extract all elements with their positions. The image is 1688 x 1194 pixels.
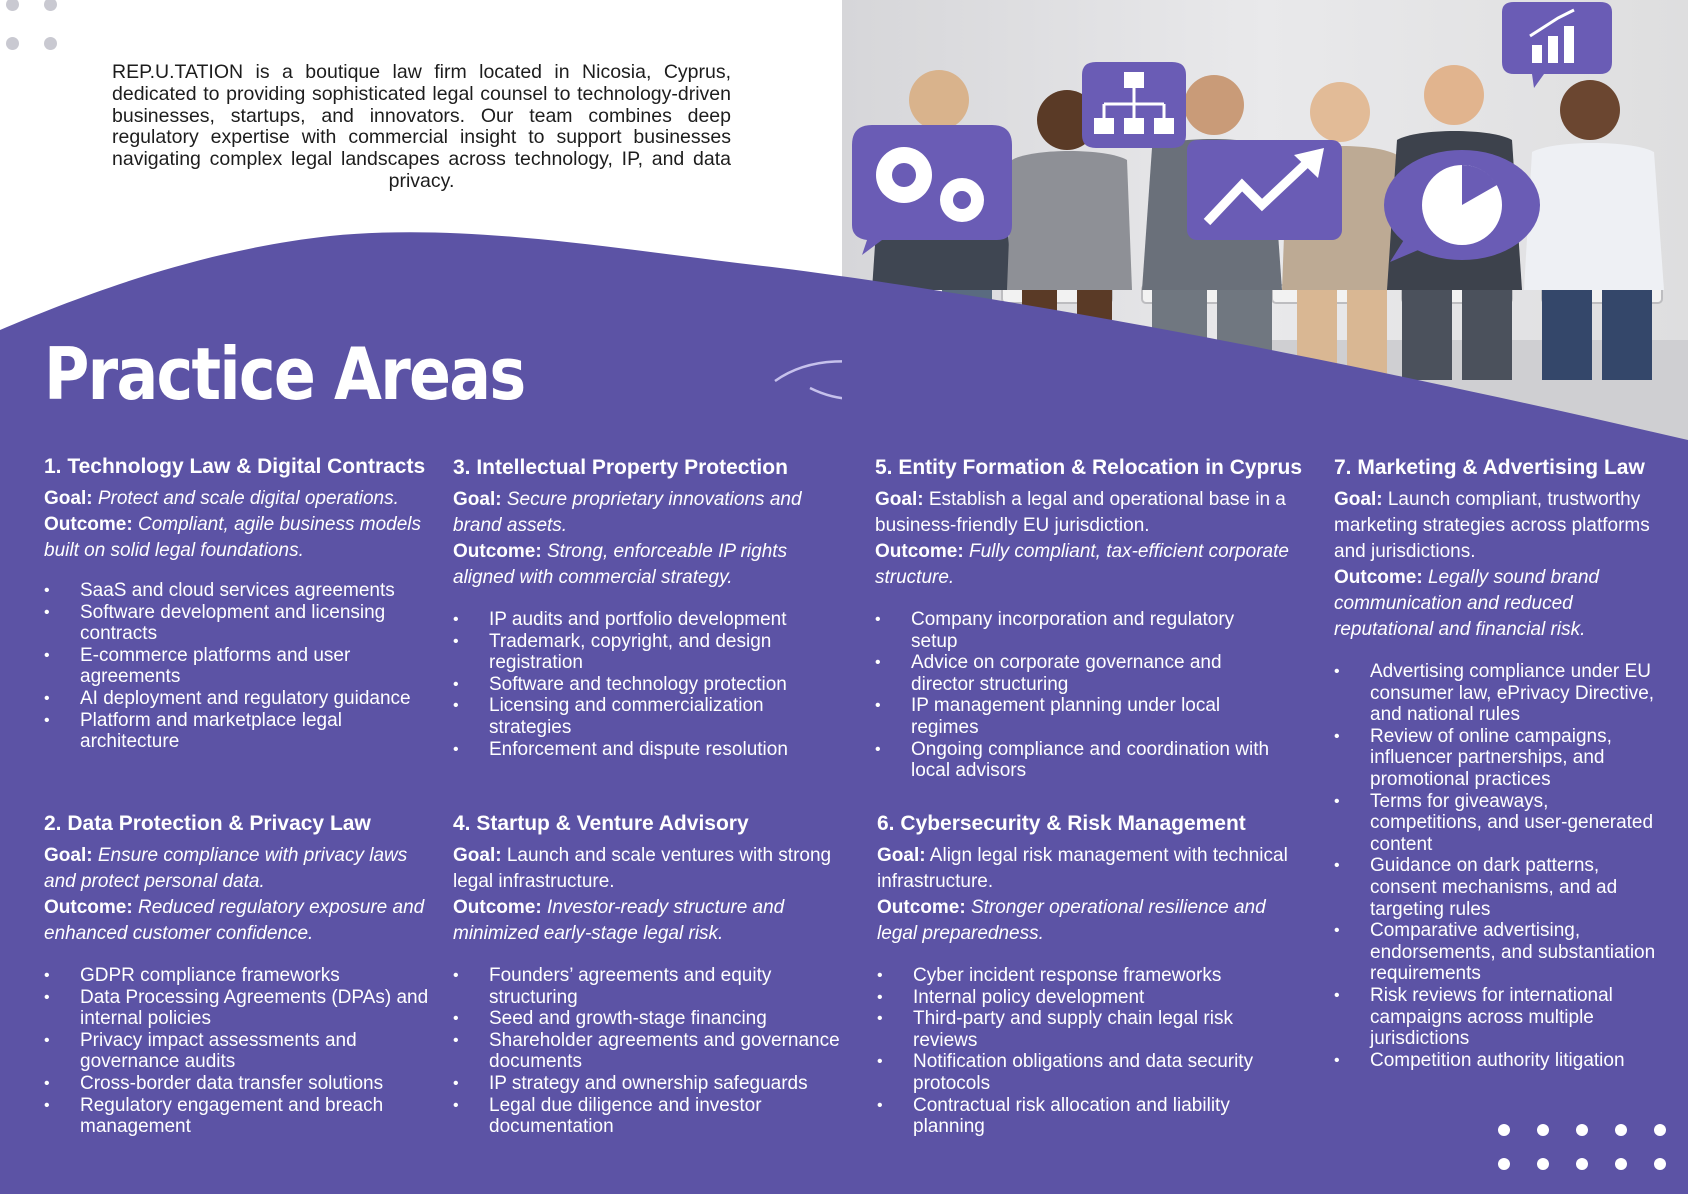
list-item: • Advice on corporate governance and director structuring xyxy=(875,652,1275,695)
practice-column-2b xyxy=(453,811,843,1138)
decor-dot-grid xyxy=(1498,1124,1678,1174)
list-item: • Regulatory engagement and breach management xyxy=(44,1095,434,1138)
area-heading: 4. Startup & Venture Advisory xyxy=(453,812,749,835)
decor-dot xyxy=(1654,1158,1666,1170)
area-heading: 5. Entity Formation & Relocation in Cyprus xyxy=(875,456,1303,479)
practice-column-1b xyxy=(44,811,434,1138)
team-photo xyxy=(842,0,1688,440)
practice-area-technology xyxy=(44,454,434,753)
practice-area-cybersecurity xyxy=(877,811,1307,1138)
decor-dot xyxy=(44,37,57,50)
decor-dot xyxy=(1537,1124,1549,1136)
list-item: • Shareholder agreements and governance documents xyxy=(453,1030,843,1073)
area-goal: Goal: Establish a legal and operational base in a business-friendly EU jurisdiction. xyxy=(875,489,1286,536)
page-title: Practice Areas xyxy=(44,332,525,416)
area-outcome: Outcome: Stronger operational resilience and legal preparedness. xyxy=(877,897,1266,944)
practice-area-ip xyxy=(453,455,828,760)
list-item: • Seed and growth-stage financing xyxy=(453,1008,843,1030)
list-item: • Platform and marketplace legal architecture xyxy=(44,710,434,753)
practice-column-3 xyxy=(875,455,1305,782)
trend-arrow-icon xyxy=(1187,140,1342,240)
list-item: • Software and technology protection xyxy=(453,674,828,696)
list-item: • Guidance on dark patterns, consent mechanisms, and ad targeting rules xyxy=(1334,855,1664,920)
practice-area-data-protection xyxy=(44,811,434,1138)
decor-dot xyxy=(1498,1158,1510,1170)
practice-area-entity-formation xyxy=(875,455,1305,782)
list-item: • Third-party and supply chain legal risk reviews xyxy=(877,1008,1287,1051)
area-goal: Goal: Launch and scale ventures with strong legal infrastructure. xyxy=(453,845,832,892)
list-item: • Software development and licensing contracts xyxy=(44,602,434,645)
decor-dot xyxy=(1615,1158,1627,1170)
area-outcome: Outcome: Legally sound brand communication and reduced reputational and financial risk. xyxy=(1334,567,1600,640)
decor-dot xyxy=(1537,1158,1549,1170)
area-heading: 7. Marketing & Advertising Law xyxy=(1334,456,1645,479)
decor-dot xyxy=(1498,1124,1510,1136)
practice-column-1 xyxy=(44,454,434,753)
area-goal: Goal: Protect and scale digital operations. xyxy=(44,488,399,509)
practice-column-2 xyxy=(453,455,828,760)
area-outcome: Outcome: Investor-ready structure and minimized early-stage legal risk. xyxy=(453,897,785,944)
decor-dot xyxy=(1576,1124,1588,1136)
area-outcome: Outcome: Compliant, agile business models built on solid legal foundations. xyxy=(44,514,422,561)
list-item: • Data Processing Agreements (DPAs) and internal policies xyxy=(44,987,434,1030)
practice-area-startup xyxy=(453,811,843,1138)
list-item: • Risk reviews for international campaigns across multiple jurisdictions xyxy=(1334,985,1664,1050)
list-item: • IP audits and portfolio development xyxy=(453,609,828,631)
area-items xyxy=(44,965,434,1138)
list-item: • Advertising compliance under EU consumer law, ePrivacy Directive, and national rules xyxy=(1334,661,1664,726)
list-item: • Cyber incident response frameworks xyxy=(877,965,1287,987)
list-item: • SaaS and cloud services agreements xyxy=(44,580,434,602)
decor-dot xyxy=(1576,1158,1588,1170)
list-item: • Company incorporation and regulatory setup xyxy=(875,609,1275,652)
firm-intro: REP.U.TATION is a boutique law firm located in Nicosia, Cyprus, dedicated to providing sophisticated legal counsel to technology-driven businesses, startups, and innovators. Our team combines deep regulatory expertise with commercial insight to support businesses navigating complex legal landscapes across technology, IP, and data privacy. xyxy=(112,61,731,192)
area-items xyxy=(875,609,1275,782)
area-items xyxy=(453,609,828,760)
area-goal: Goal: Align legal risk management with technical infrastructure. xyxy=(877,845,1288,892)
area-items xyxy=(877,965,1287,1138)
area-items xyxy=(44,580,434,753)
list-item: • Privacy impact assessments and governance audits xyxy=(44,1030,434,1073)
list-item: • Cross-border data transfer solutions xyxy=(44,1073,434,1095)
area-goal: Goal: Ensure compliance with privacy laws and protect personal data. xyxy=(44,845,408,892)
list-item: • E-commerce platforms and user agreements xyxy=(44,645,434,688)
list-item: • IP strategy and ownership safeguards xyxy=(453,1073,843,1095)
list-item: • IP management planning under local regimes xyxy=(875,695,1275,738)
area-items xyxy=(1334,661,1664,1071)
area-heading: 1. Technology Law & Digital Contracts xyxy=(44,455,426,478)
list-item: • Comparative advertising, endorsements, and substantiation requirements xyxy=(1334,920,1664,985)
practice-area-marketing xyxy=(1334,455,1664,1071)
list-item: • Trademark, copyright, and design registration xyxy=(453,631,828,674)
list-item: • Review of online campaigns, influencer partnerships, and promotional practices xyxy=(1334,726,1664,791)
decor-dot xyxy=(1654,1124,1666,1136)
list-item: • Ongoing compliance and coordination with local advisors xyxy=(875,739,1275,782)
practice-column-3b xyxy=(877,811,1307,1138)
list-item: • AI deployment and regulatory guidance xyxy=(44,688,434,710)
list-item: • Enforcement and dispute resolution xyxy=(453,739,828,761)
area-heading: 2. Data Protection & Privacy Law xyxy=(44,812,371,835)
area-outcome: Outcome: Fully compliant, tax-efficient corporate structure. xyxy=(875,541,1289,588)
area-heading: 6. Cybersecurity & Risk Management xyxy=(877,812,1246,835)
list-item: • Competition authority litigation xyxy=(1334,1050,1664,1072)
area-goal: Goal: Launch compliant, trustworthy marketing strategies across platforms and jurisdictions. xyxy=(1334,489,1650,562)
decor-dot xyxy=(6,37,19,50)
list-item: • Licensing and commercialization strategies xyxy=(453,695,828,738)
list-item: • Contractual risk allocation and liability planning xyxy=(877,1095,1287,1138)
list-item: • GDPR compliance frameworks xyxy=(44,965,434,987)
org-chart-icon xyxy=(1082,62,1186,148)
area-items xyxy=(453,965,843,1138)
practice-column-4 xyxy=(1334,455,1664,1071)
area-goal: Goal: Secure proprietary innovations and brand assets. xyxy=(453,489,802,536)
list-item: • Legal due diligence and investor documentation xyxy=(453,1095,843,1138)
decor-dot xyxy=(1615,1124,1627,1136)
area-outcome: Outcome: Strong, enforceable IP rights aligned with commercial strategy. xyxy=(453,541,788,588)
list-item: • Notification obligations and data security protocols xyxy=(877,1051,1287,1094)
area-heading: 3. Intellectual Property Protection xyxy=(453,456,788,479)
list-item: • Terms for giveaways, competitions, and user-generated content xyxy=(1334,791,1664,856)
gears-icon xyxy=(852,125,1012,255)
list-item: • Internal policy development xyxy=(877,987,1287,1009)
area-outcome: Outcome: Reduced regulatory exposure and enhanced customer confidence. xyxy=(44,897,425,944)
list-item: • Founders’ agreements and equity structuring xyxy=(453,965,843,1008)
